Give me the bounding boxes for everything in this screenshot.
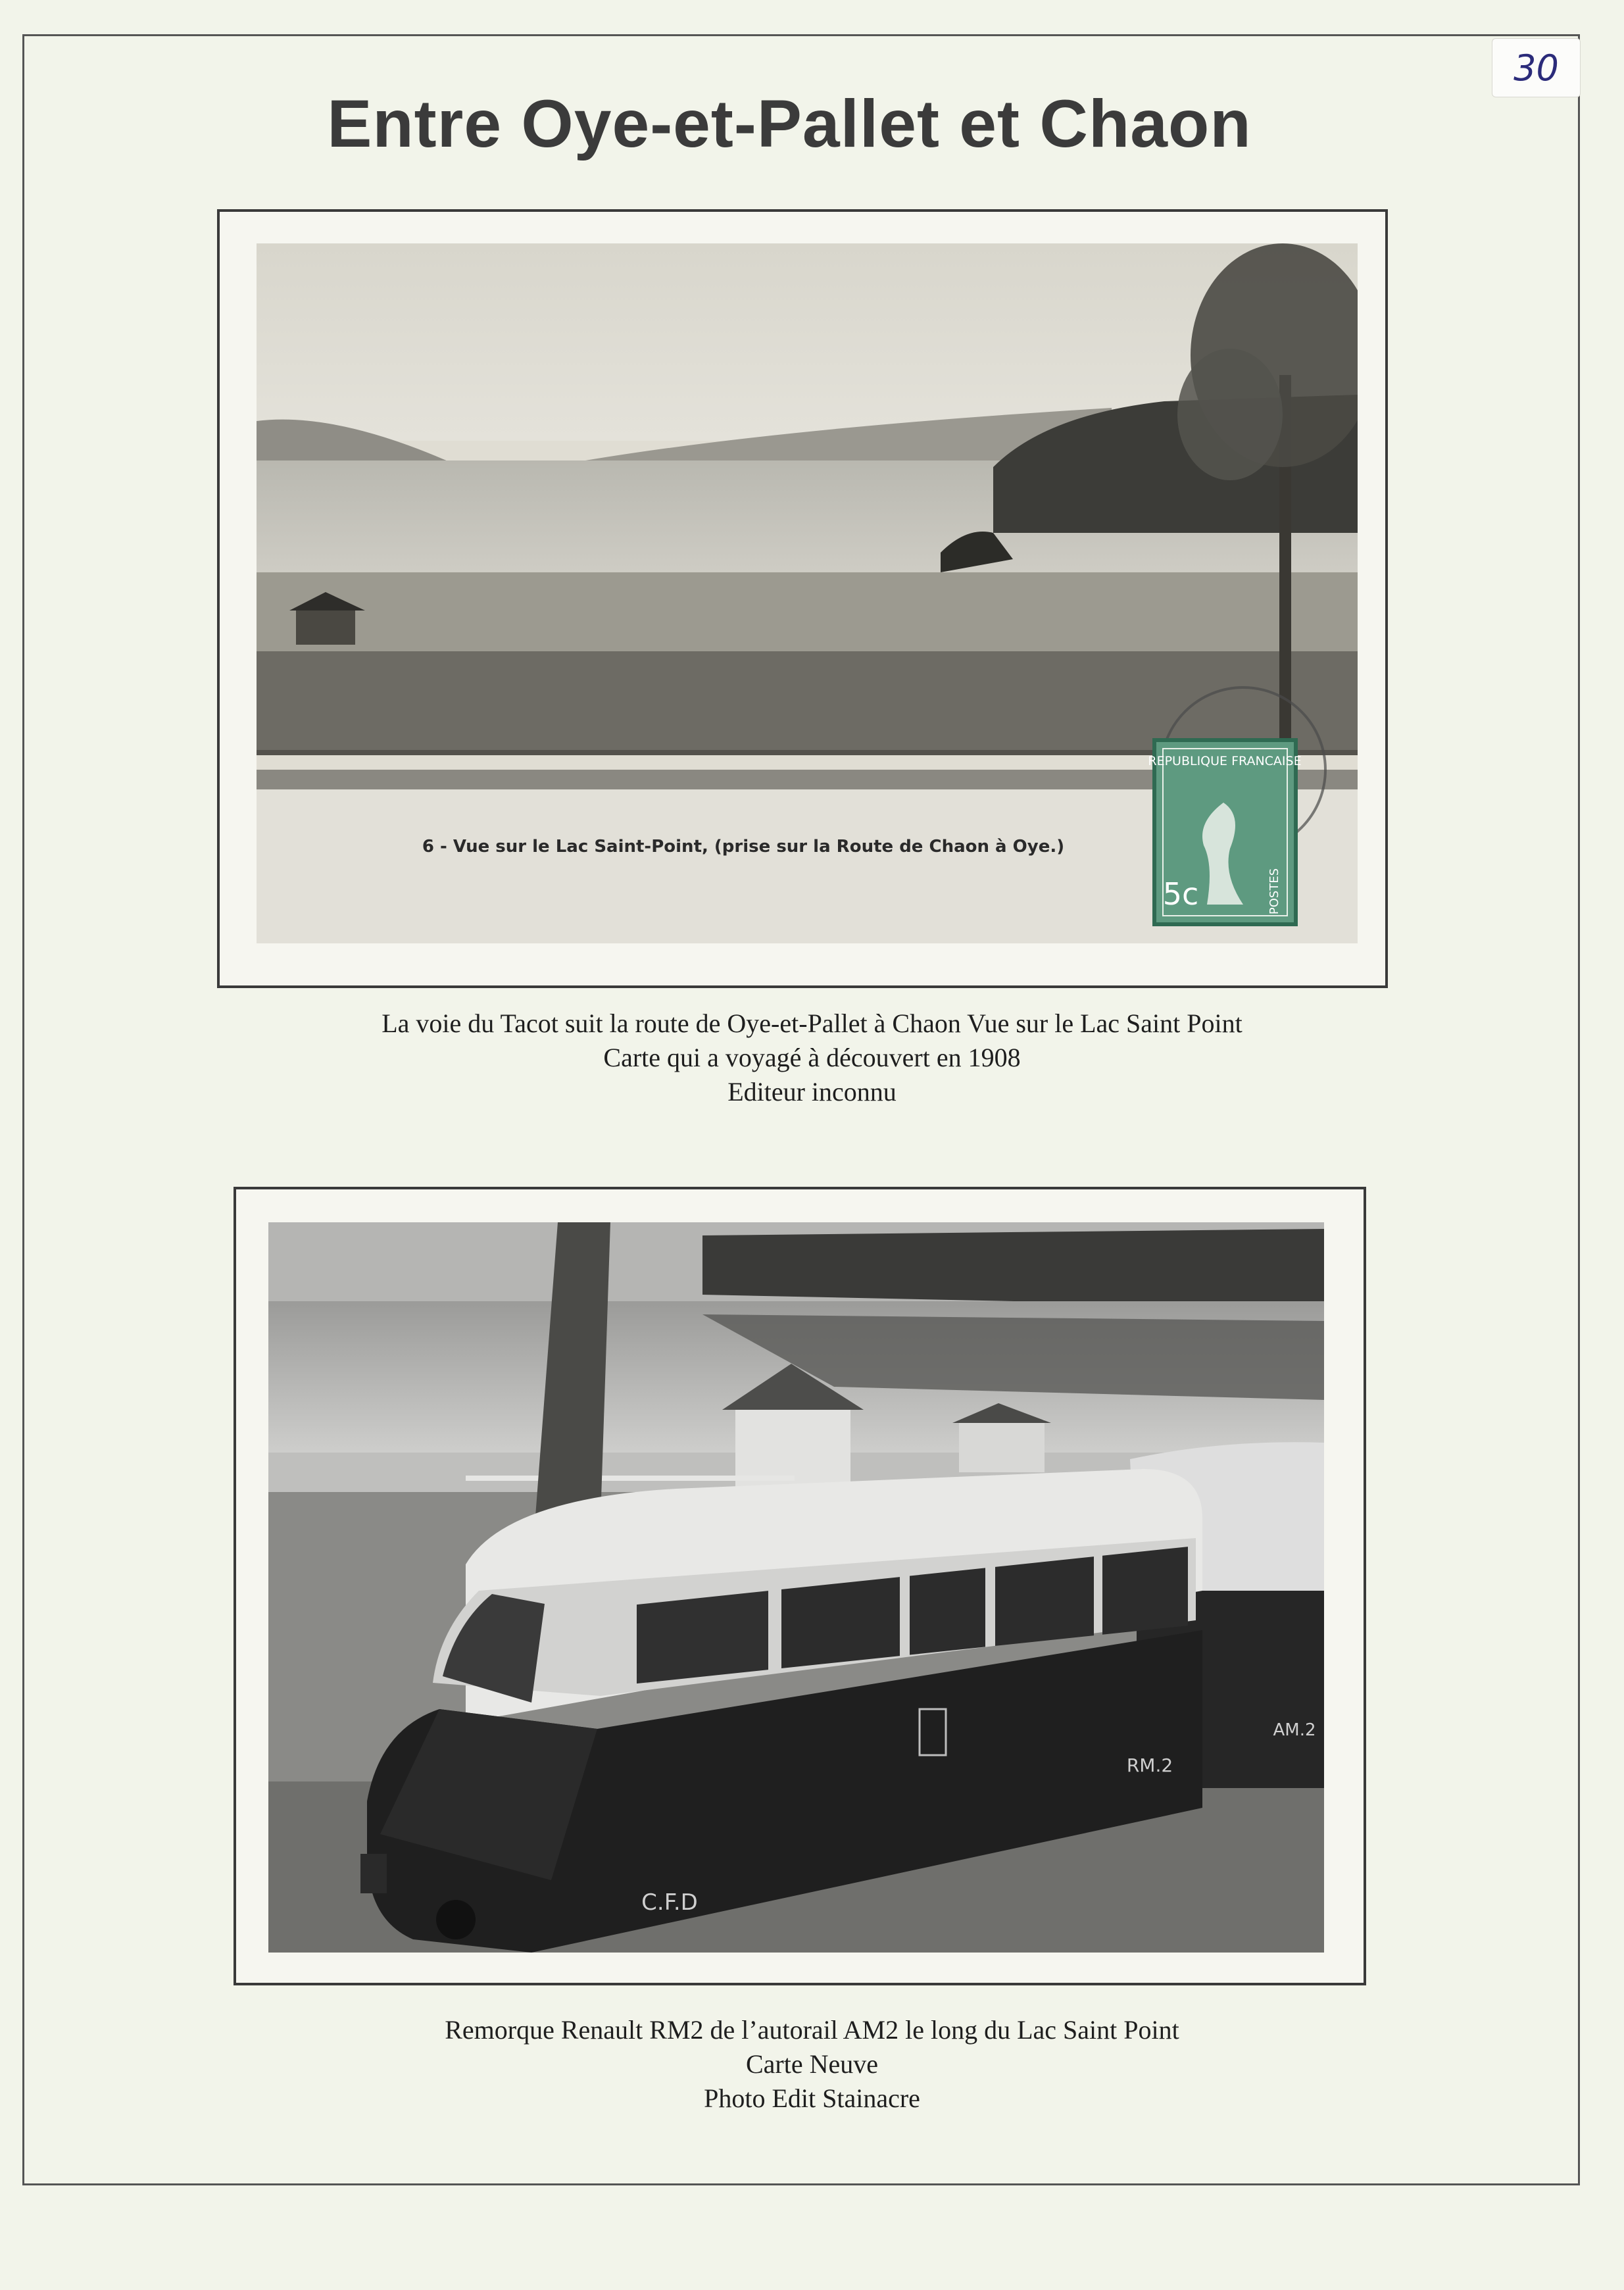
postcard-printed-caption: 6 - Vue sur le Lac Saint-Point, (prise sur la Route de Chaon à Oye.): [422, 837, 1065, 857]
stamp-value-text: 5c: [1162, 876, 1199, 912]
railcar-am2-marking: AM.2: [1273, 1720, 1316, 1740]
stamp-footer-text: POSTES: [1267, 868, 1281, 915]
postage-stamp: [1148, 740, 1301, 924]
postcard-photo-railcar: [268, 1222, 1324, 1953]
postcard-photo-lake: [257, 243, 1358, 943]
caption-line: Carte qui a voyagé à découvert en 1908: [603, 1043, 1021, 1072]
page-number-label: 30: [1492, 38, 1581, 97]
railcar-rm2-marking: RM.2: [1126, 1755, 1173, 1776]
railcar-cfd-marking: C.F.D: [641, 1889, 698, 1916]
caption-line: Editeur inconnu: [727, 1077, 897, 1107]
caption-line: Carte Neuve: [745, 2049, 878, 2079]
caption-line: Photo Edit Stainacre: [704, 2083, 920, 2113]
caption-card-1: [0, 1007, 1624, 1109]
page-title: Entre Oye-et-Pallet et Chaon: [327, 86, 1252, 161]
caption-card-2: [0, 2013, 1624, 2116]
stamp-header-text: REPUBLIQUE FRANCAISE: [1148, 754, 1302, 768]
caption-line: Remorque Renault RM2 de l’autorail AM2 le long du Lac Saint Point: [445, 2015, 1179, 2045]
caption-line: La voie du Tacot suit la route de Oye-et-Pallet à Chaon Vue sur le Lac Saint Point: [381, 1008, 1243, 1038]
